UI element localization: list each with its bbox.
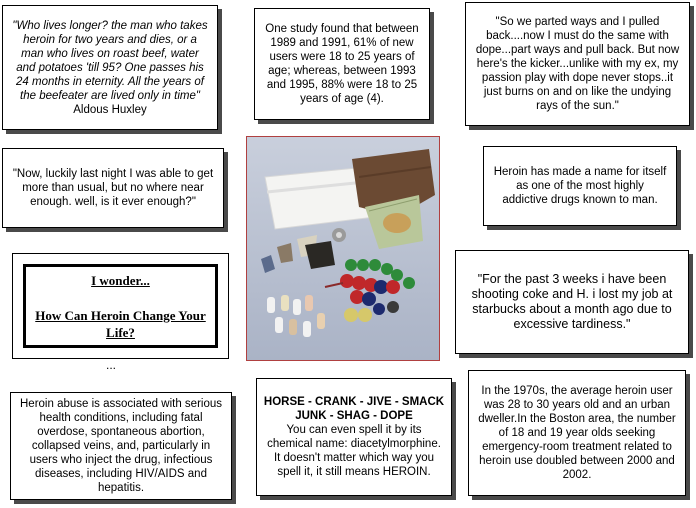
slang-names-title: HORSE - CRANK - JIVE - SMACK JUNK - SHAG - DOPE bbox=[263, 396, 445, 422]
wonder-inner-frame bbox=[23, 264, 218, 348]
huxley-quote-text: "Who lives longer? the man who takes heroin for two years and dies, or a man who lives on roast beef, water and potatoes 'till 95? One passes his 24 months in eternity. All the years of the beefeater are lived only in time" bbox=[12, 19, 208, 102]
slang-names-box bbox=[256, 378, 452, 496]
wonder-question: How Can Heroin Change Your Life? bbox=[35, 307, 206, 340]
wonder-heading: I wonder... bbox=[91, 272, 150, 288]
parted-ways-quote-text: "So we parted ways and I pulled back....now I must do the same with dope...part ways and pull back. But now here's the kicker...unlike with my ex, my passion play with dope never stops..it just burns on and on like the undying rays of the sun." bbox=[475, 16, 680, 112]
seventies-fact-text: In the 1970s, the average heroin user was 28 to 30 years old and an urban dweller.In the Boston area, the number of 18 and 19 year olds seeking emergency-room treatment related to heroin use doubled between 2000 and 2002. bbox=[478, 385, 676, 481]
addictive-fact-box bbox=[483, 146, 677, 226]
health-fact-box bbox=[10, 392, 232, 500]
huxley-quote-author: Aldous Huxley bbox=[73, 103, 147, 116]
wonder-box bbox=[12, 253, 229, 359]
addictive-fact-text: Heroin has made a name for itself as one of the most highly addictive drugs known to man. bbox=[493, 166, 667, 206]
seventies-fact-box bbox=[468, 370, 686, 496]
luckily-quote-box bbox=[2, 148, 224, 228]
three-weeks-quote-text: "For the past 3 weeks i have been shooting coke and H. i lost my job at starbucks about a month ago due to excessive tardiness." bbox=[471, 272, 673, 331]
study-fact-box bbox=[254, 8, 430, 120]
study-fact-text: One study found that between 1989 and 1991, 61% of new users were 18 to 25 years of age; whereas, between 1993 and 1995, 88% were 18 to 25 years of age (4). bbox=[265, 23, 419, 105]
health-fact-text: Heroin abuse is associated with serious health conditions, including fatal overdose, spontaneous abortion, collapsed veins, and, particularly in users who inject the drug, infectious diseases, including HIV/AIDS and hepatitis. bbox=[20, 398, 222, 494]
three-weeks-quote-box bbox=[455, 250, 689, 354]
parted-ways-quote-box bbox=[465, 2, 690, 126]
slang-names-text: You can even spell it by its chemical name: diacetylmorphine. It doesn't matter which way you spell it, it still means HEROIN. bbox=[267, 424, 441, 478]
huxley-quote-box bbox=[2, 5, 218, 130]
heroin-paraphernalia-photo bbox=[246, 136, 440, 361]
wonder-ellipsis: ... bbox=[106, 358, 117, 372]
luckily-quote-text: "Now, luckily last night I was able to get more than usual, but no where near enough. well, is it ever enough?" bbox=[12, 168, 214, 208]
photo-illustration bbox=[247, 137, 439, 360]
